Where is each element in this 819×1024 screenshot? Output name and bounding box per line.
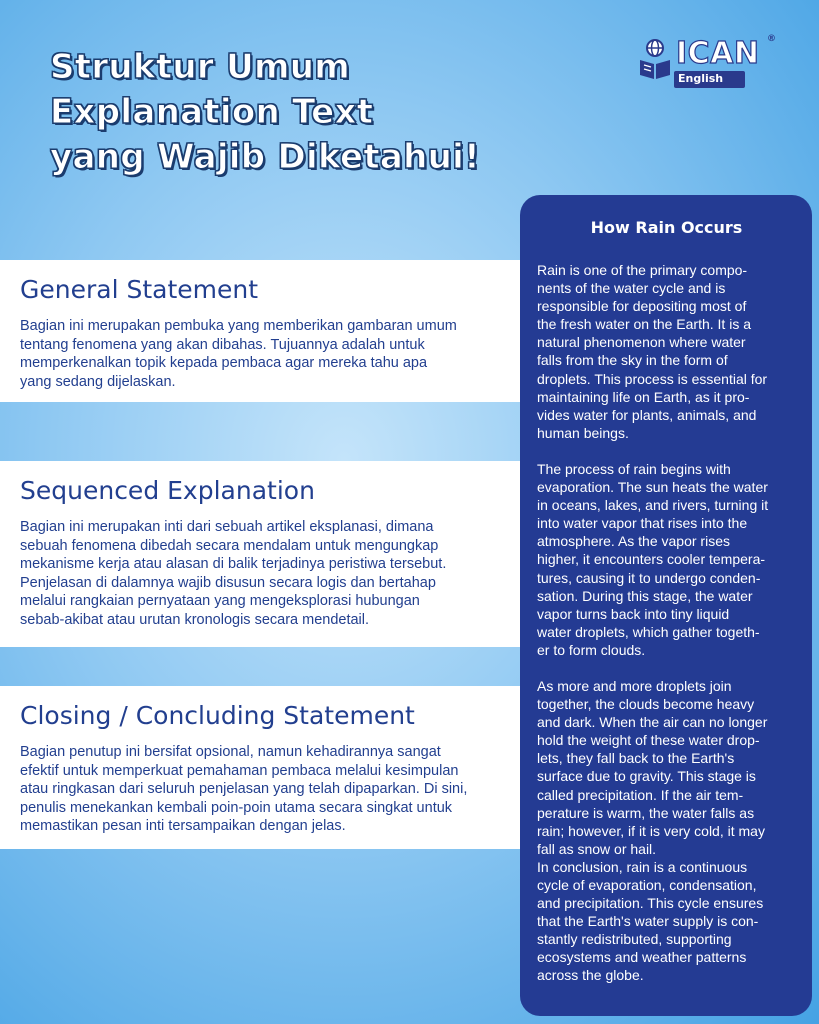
title-line-1: Struktur Umum <box>50 47 350 87</box>
logo-registered-mark: ® <box>767 34 776 44</box>
example-panel <box>520 195 812 1016</box>
example-title: How Rain Occurs <box>590 218 743 237</box>
logo-wordmark: ICAN <box>676 36 760 71</box>
section-general-statement <box>0 260 560 402</box>
title-line-3: yang Wajib Diketahui! <box>50 137 480 177</box>
section-heading: Closing / Concluding Statement <box>20 701 415 730</box>
brand-logo <box>638 36 783 94</box>
page-title <box>50 45 480 180</box>
section-body: Bagian penutup ini bersifat opsional, namun kehadirannya sangat efektif untuk memperkuat pemahaman pembaca melalui kesimpulan atau ringkasan dari seluruh penjelasan yang telah dipaparkan. Di sini, penulis menekankan kembali poin-poin utama secara singkat untuk memastikan pesan inti tersampaikan dengan jelas. <box>20 744 468 834</box>
example-paragraph-evaporation: The process of rain begins with evaporation. The sun heats the water in oceans, lakes, and rivers, turning it into water vapor that rises into the atmosphere. As the vapor rises higher, it encounters cooler tempera- tures, causing it to undergo conden- sation. During this stage, the water vapor turns back into tiny liquid water droplets, which gather togeth- er to form clouds. <box>537 460 769 658</box>
section-sequenced-explanation <box>0 461 560 647</box>
globe-book-icon <box>638 38 672 80</box>
example-paragraph-intro: Rain is one of the primary compo- nents of the water cycle and is responsible for depositing most of the fresh water on the Earth. It is a natural phenomenon where water falls from the sky in the form of droplets. This process is essential for maintaining life on Earth, as it pro- vides water for plants, animals, and human beings. <box>537 262 768 441</box>
section-body: Bagian ini merupakan inti dari sebuah artikel eksplanasi, dimana sebuah fenomena dibedah secara mendalam untuk mengungkap mekanisme kerja atau alasan di balik terjadinya peristiwa tersebut. Penjelasan di dalamnya wajib disusun secara logis dan bertahap melalui rangkaian pernyataan yang mengeksplorasi hubungan sebab-akibat atau urutan kronologis secara mendetail. <box>20 519 447 628</box>
section-closing-statement <box>0 686 560 849</box>
section-body: Bagian ini merupakan pembuka yang memberikan gambaran umum tentang fenomena yang akan dibahas. Tujuannya adalah untuk memperkenalkan topik kepada pembaca agar mereka tahu apa yang sedang dijelaskan. <box>20 318 457 390</box>
section-heading: Sequenced Explanation <box>20 476 315 505</box>
title-line-2: Explanation Text <box>50 92 374 132</box>
section-heading: General Statement <box>20 275 259 304</box>
logo-subtitle: English <box>674 71 745 88</box>
example-paragraph-precipitation: As more and more droplets join together, the clouds become heavy and dark. When the air can no longer hold the weight of these water drop- lets, they fall back to the Earth's surface due to gravity. This stage is called precipitation. If the air tem- perature is warm, the water falls as rain; however, if it is very cold, it may fall as snow or hail. <box>537 677 768 857</box>
example-paragraph-conclusion: In conclusion, rain is a continuous cycle of evaporation, condensation, and precipitation. This cycle ensures that the Earth's water supply is con- stantly redistributed, supporting ecosystems and weather patterns across the globe. <box>537 858 764 984</box>
